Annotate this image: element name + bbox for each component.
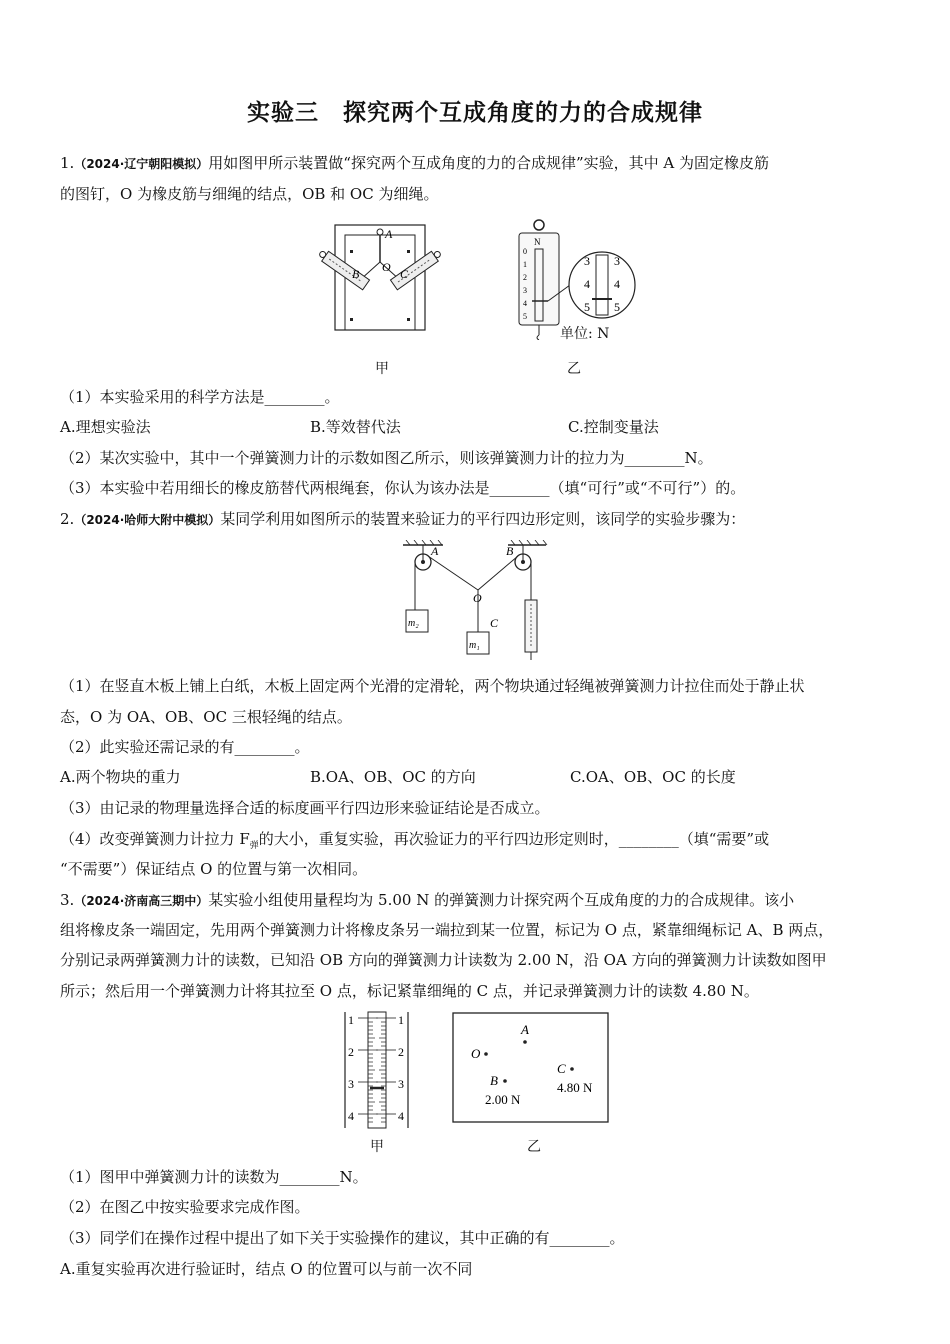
q3-scale-3l: 3 — [348, 1077, 354, 1091]
q1-stem-line2: 的图钉，O 为橡皮筋与细绳的结点，OB 和 OC 为细绳。 — [60, 185, 439, 203]
q2-sub4-text-b: 的大小，重复实验，再次验证力的平行四边形定则时，________（填“需要”或 — [258, 830, 770, 848]
q3-figure-yi — [452, 1012, 610, 1124]
q1-sub3: （3）本实验中若用细长的橡皮筋替代两根绳套，你认为该办法是________（填“可行”或“不可行”）的。 — [60, 479, 746, 497]
page-title: 实验三 探究两个互成角度的力的合成规律 — [247, 100, 703, 126]
fig-q2-label-m2: m₂ — [408, 618, 419, 629]
q3-sub2: （2）在图乙中按实验要求完成作图。 — [60, 1198, 310, 1216]
q3-source: （2024·济南高三期中） — [74, 894, 209, 908]
q2-sub4-text-a: （4）改变弹簧测力计拉力 F — [60, 830, 250, 848]
q2-figure — [398, 540, 558, 662]
q3-scale-1r: 1 — [398, 1013, 404, 1027]
q3-scale-2l: 2 — [348, 1045, 354, 1059]
fig2-zoom-5r: 5 — [614, 300, 620, 314]
fig1-label-a: A — [385, 227, 393, 241]
q3-stem-line1 — [60, 889, 794, 912]
q3-sub3: （3）同学们在操作过程中提出了如下关于实验操作的建议，其中正确的有________。 — [60, 1229, 625, 1247]
q3-stem-line4: 所示；然后用一个弹簧测力计将其拉至 O 点，标记紧靠细绳的 C 点，并记录弹簧测力计的读数 4.80 N。 — [60, 982, 759, 1000]
q2-number: 2. — [60, 510, 75, 528]
q2-sub2-opt-a: A.两个物块的重力 — [60, 768, 181, 786]
q1-sub1-opt-a: A.理想实验法 — [60, 418, 151, 436]
q3-number: 3. — [60, 891, 75, 909]
q1-sub1-opt-c: C.控制变量法 — [568, 418, 659, 436]
q3-b-value: 2.00 N — [485, 1092, 521, 1107]
fig2-zoom-4r: 4 — [614, 277, 620, 291]
q1-sub2: （2）某次实验中，其中一个弹簧测力计的示数如图乙所示，则该弹簧测力计的拉力为________N。 — [60, 449, 713, 467]
q2-source: （2024·哈师大附中模拟） — [74, 513, 221, 527]
q2-sub4-line2: “不需要”）保证结点 O 的位置与第一次相同。 — [60, 860, 368, 878]
fig2-scale-2: 2 — [523, 273, 527, 282]
q1-figure-jia — [312, 220, 452, 340]
q2-sub3: （3）由记录的物理量选择合适的标度画平行四边形来验证结论是否成立。 — [60, 799, 550, 817]
q3-scale-1l: 1 — [348, 1013, 354, 1027]
q2-sub4-line1 — [60, 828, 769, 857]
fig-q2-label-m1: m₁ — [469, 640, 480, 651]
q2-sub2-opt-b: B.OA、OB、OC 的方向 — [310, 768, 476, 786]
fig2-unit: 单位: N — [560, 326, 610, 342]
fig2-scale-1: 1 — [523, 260, 527, 269]
fig2-top-label: N — [534, 237, 541, 247]
q1-sub1: （1）本实验采用的科学方法是________。 — [60, 388, 340, 406]
q3-label-o: O — [471, 1046, 481, 1061]
q1-caption-jia: 甲 — [375, 361, 389, 377]
fig-q2-label-o: O — [473, 591, 482, 605]
fig2-zoom-3r: 3 — [614, 254, 620, 268]
q3-scale-4l: 4 — [348, 1109, 354, 1123]
fig2-zoom-4l: 4 — [584, 277, 590, 291]
q3-label-b: B — [490, 1073, 498, 1088]
fig2-scale-4: 4 — [523, 299, 527, 308]
fig2-scale-5: 5 — [523, 312, 527, 321]
q3-stem-line3: 分别记录两弹簧测力计的读数，已知沿 OB 方向的弹簧测力计读数为 2.00 N，沿 OA 方向的弹簧测力计读数如图甲 — [60, 951, 827, 969]
q1-figure-yi — [512, 215, 652, 340]
q3-point-o — [484, 1052, 488, 1056]
fig-q2-label-c: C — [490, 616, 499, 630]
q3-scale-2r: 2 — [398, 1045, 404, 1059]
fig2-zoom-5l: 5 — [584, 300, 590, 314]
q2-sub2-opt-c: C.OA、OB、OC 的长度 — [570, 768, 736, 786]
q1-number: 1. — [60, 154, 75, 172]
fig2-scale-0: 0 — [523, 247, 527, 256]
q3-label-c: C — [557, 1061, 566, 1076]
q3-stem-text: 某实验小组使用量程均为 5.00 N 的弹簧测力计探究两个互成角度的力的合成规律。该小 — [208, 891, 795, 909]
fig-q2-label-a: A — [431, 544, 439, 558]
q3-point-c — [570, 1067, 574, 1071]
q1-stem-line1 — [60, 152, 769, 175]
q1-source: （2024·辽宁朝阳模拟） — [74, 157, 209, 171]
q2-sub1-line2: 态，O 为 OA、OB、OC 三根轻绳的结点。 — [60, 708, 352, 726]
fig1-label-b: B — [352, 267, 360, 281]
q2-sub2: （2）此实验还需记录的有________。 — [60, 738, 310, 756]
fig1-label-o: O — [382, 260, 391, 274]
q1-caption-yi: 乙 — [567, 361, 581, 377]
q3-scale-3r: 3 — [398, 1077, 404, 1091]
q3-stem-line2: 组将橡皮条一端固定，先用两个弹簧测力计将橡皮条另一端拉到某一位置，标记为 O 点，紧靠细绳标记 A、B 两点， — [60, 921, 834, 939]
q3-figure-jia — [342, 1010, 412, 1130]
q3-point-a — [523, 1040, 527, 1044]
q3-c-value: 4.80 N — [557, 1080, 593, 1095]
q3-point-b — [503, 1079, 507, 1083]
fig1-label-c: C — [400, 267, 409, 281]
q2-stem — [60, 508, 745, 531]
q3-opt-a: A.重复实验再次进行验证时，结点 O 的位置可以与前一次不同 — [60, 1260, 473, 1278]
q3-scale-4r: 4 — [398, 1109, 404, 1123]
fig2-zoom-3l: 3 — [584, 254, 590, 268]
fig2-scale-3: 3 — [523, 286, 527, 295]
q3-caption-jia: 甲 — [370, 1139, 384, 1155]
q1-stem-text: 用如图甲所示装置做“探究两个互成角度的力的合成规律”实验，其中 A 为固定橡皮筋 — [208, 154, 769, 172]
q2-sub4-subscript: 弹 — [249, 841, 259, 851]
q3-caption-yi: 乙 — [527, 1139, 541, 1155]
q1-sub1-opt-b: B.等效替代法 — [310, 418, 401, 436]
fig-q2-label-b: B — [506, 544, 514, 558]
q2-stem-text: 某同学利用如图所示的装置来验证力的平行四边形定则，该同学的实验步骤为： — [220, 510, 746, 528]
q3-label-a: A — [521, 1022, 529, 1037]
q3-sub1: （1）图甲中弹簧测力计的读数为________N。 — [60, 1168, 368, 1186]
q2-sub1-line1: （1）在竖直木板上铺上白纸，木板上固定两个光滑的定滑轮，两个物块通过轻绳被弹簧测力计拉住而处于静止状 — [60, 677, 805, 695]
